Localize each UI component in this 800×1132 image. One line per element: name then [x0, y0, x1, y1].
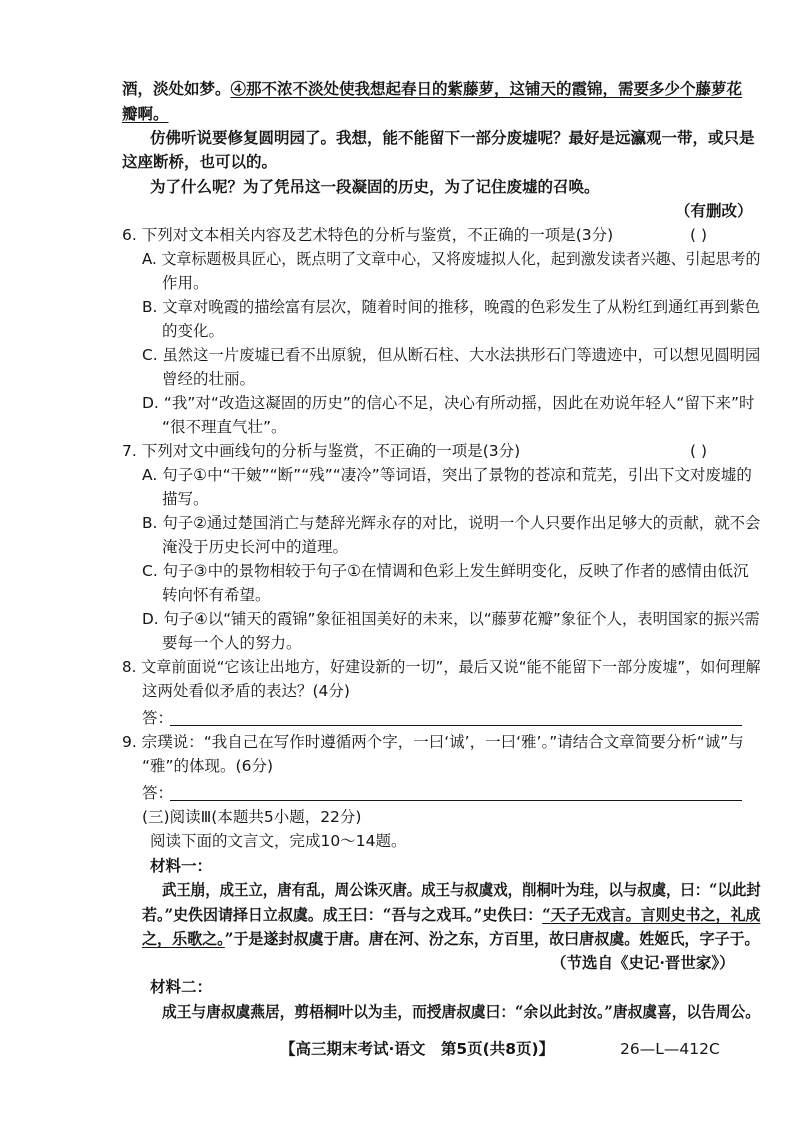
underlined-quote: “天子无戏言。言则史书之，礼成 — [542, 905, 761, 924]
option-a: A. 句子①中“干皴”“断”“残”“凄冷”等词语，突出了景物的苍凉和荒芜，引出下文对废墟的 — [142, 466, 752, 484]
question-6-stem: 6. 下列对文本相关内容及艺术特色的分析与鉴赏，不正确的一项是(3分) — [122, 226, 614, 244]
question-9-stem-cont: “雅”的体现。(6分) — [142, 757, 274, 775]
option-d: D. “我”对“改造这凝固的历史”的信心不足，决心有所动摇，因此在劝说年轻人“留下来”时 — [142, 394, 755, 412]
answer-label: 答： — [142, 784, 174, 802]
material-1-label: 材料一： — [150, 857, 213, 875]
section-instruction: 阅读下面的文言文，完成10～14题。 — [150, 832, 407, 850]
page-footer: 【高三期末考试·语文 第5页(共8页)】 — [280, 1040, 555, 1058]
answer-line[interactable] — [170, 800, 742, 801]
material-1-line — [142, 905, 760, 925]
passage-line: 仿佛听说要修复圆明园了。我想，能不能留下一部分废墟呢？最好是远瀛观一带，或只是 — [150, 128, 755, 147]
passage-text: 酒，淡处如梦。 — [122, 79, 231, 98]
paper-code: 26—L—412C — [620, 1040, 720, 1058]
answer-label: 答： — [142, 709, 174, 727]
underlined-sentence-4: ④那不浓不淡处使我想起春日的紫藤萝，这铺天的霞锦，需要多少个藤萝花 — [230, 79, 743, 98]
option-a-cont: 描写。 — [162, 490, 209, 508]
option-d: D. 句子④以“铺天的霞锦”象征祖国美好的未来，以“藤萝花瓣”象征个人，表明国家的振兴需 — [142, 610, 760, 628]
passage-line: 为了什么呢？为了凭吊这一段凝固的历史，为了记住废墟的召唤。 — [150, 177, 600, 196]
option-a: A. 文章标题极具匠心，既点明了文章中心，又将废墟拟人化，起到激发读者兴趣、引起思考的 — [142, 250, 761, 268]
material-2-line: 成王与唐叔虞燕居，剪梧桐叶以为圭，而授唐叔虞曰：“余以此封汝。”唐叔虞喜，以告周公。 — [162, 1002, 760, 1021]
option-c: C. 虽然这一片废墟已看不出原貌，但从断石柱、大水法拱形石门等遗迹中，可以想见圆明园 — [142, 346, 761, 364]
option-b: B. 文章对晚霞的描绘富有层次，随着时间的推移，晚霞的色彩发生了从粉红到通红再到紫色 — [142, 298, 761, 316]
option-d-cont: “很不理直气壮”。 — [162, 418, 287, 436]
option-c-cont: 曾经的壮丽。 — [162, 370, 256, 388]
question-8-stem: 8. 文章前面说“它该让出地方，好建设新的一切”，最后又说“能不能留下一部分废墟”，如何理解 — [122, 658, 761, 676]
underlined-sentence-4-end: 瓣啊。 — [122, 104, 169, 123]
option-c-cont: 转向怀有希望。 — [162, 586, 271, 604]
edit-note: （有删改） — [675, 202, 753, 220]
option-b-cont: 淹没于历史长河中的道理。 — [162, 538, 349, 556]
material-1-line — [142, 929, 760, 949]
passage-line: 这座断桥，也可以的。 — [122, 152, 278, 171]
option-b-cont: 的变化。 — [162, 322, 225, 340]
question-8-stem-cont: 这两处看似矛盾的表达？(4分) — [142, 682, 350, 700]
material-2-label: 材料二： — [150, 978, 213, 996]
question-7-stem: 7. 下列对文中画线句的分析与鉴赏，不正确的一项是(3分) — [122, 442, 521, 460]
material-1-text: ”于是遂封叔虞于唐。唐在河、汾之东，方百里，故曰唐叔虞。姓姬氏，字子于。 — [224, 929, 760, 948]
underlined-quote-end: 之，乐歌之。 — [142, 929, 225, 948]
material-1-line: 武王崩，成王立，唐有乱，周公诛灭唐。成王与叔虞戏，削桐叶为珪，以与叔虞，曰：“以此封 — [162, 880, 761, 899]
option-d-cont: 要每一个人的努力。 — [162, 634, 302, 652]
answer-parentheses: ( ) — [690, 442, 708, 460]
option-c: C. 句子③中的景物相较于句子①在情调和色彩上发生鲜明变化，反映了作者的感情由低沉 — [142, 562, 749, 580]
passage-line — [122, 79, 742, 99]
option-a-cont: 作用。 — [162, 274, 209, 292]
material-1-text: 若。”史佚因请择日立叔虞。成王曰：“吾与之戏耳。”史佚曰： — [142, 905, 543, 924]
material-1-source: （节选自《史记·晋世家》） — [551, 953, 735, 972]
question-9-stem: 9. 宗璞说：“我自己在写作时遵循两个字，一曰‘诚’，一曰‘雅’。”请结合文章简要分析“诚”与 — [122, 733, 744, 751]
option-b: B. 句子②通过楚国消亡与楚辞光辉永存的对比，说明一个人只要作出足够大的贡献，就不会 — [142, 514, 761, 532]
answer-line[interactable] — [170, 725, 742, 726]
answer-parentheses: ( ) — [690, 226, 708, 244]
section-heading: (三)阅读Ⅲ(本题共5小题，22分) — [142, 808, 362, 826]
